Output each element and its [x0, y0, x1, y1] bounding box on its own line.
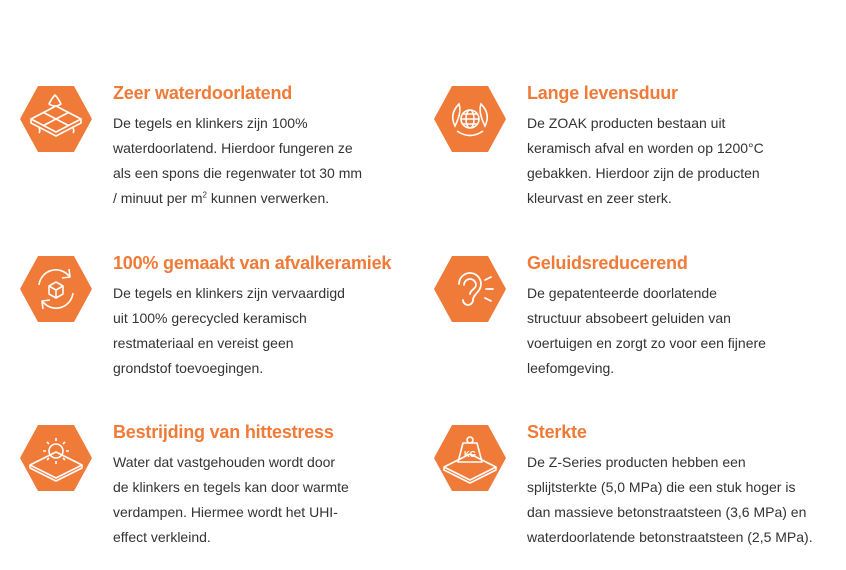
description-line: voertuigen en zorgt zo voor een fijnere: [527, 335, 766, 351]
description-line: grondstof toevoegingen.: [113, 360, 264, 376]
description-line: De tegels en klinkers zijn vervaardigd: [113, 285, 345, 301]
weight-label: KG: [464, 450, 476, 459]
description-line: structuur absobeert geluiden van: [527, 310, 731, 326]
feature-description: [527, 281, 766, 381]
globe-leaves-icon: [433, 82, 507, 156]
description-line: De gepatenteerde doorlatende: [527, 285, 717, 301]
recycle-arrows-icon: [19, 252, 93, 326]
feature-title: Geluidsreducerend: [527, 253, 688, 273]
description-line: splijtsterkte (5,0 MPa) die een stuk hoger is: [527, 479, 796, 495]
feature-description: [113, 281, 345, 381]
description-line: keramisch afval en worden op 1200°C: [527, 140, 764, 156]
feature-description: [527, 111, 764, 211]
description-line: kleurvast en zeer sterk.: [527, 190, 672, 206]
description-line: uit 100% gerecycled keramisch: [113, 310, 307, 326]
description-line: dan massieve betonstraatsteen (3,6 MPa) en: [527, 504, 807, 520]
description-line: de klinkers en tegels kan door warmte: [113, 479, 349, 495]
feature-title: 100% gemaakt van afvalkeramiek: [113, 253, 392, 273]
description-line: waterdoorlatende betonstraatsteen (2,5 MPa).: [527, 529, 813, 545]
feature-title: Sterkte: [527, 422, 587, 442]
description-line: als een spons die regenwater tot 30 mm: [113, 165, 363, 181]
description-line: effect verkleind.: [113, 529, 211, 545]
kg-weight-icon: [433, 421, 507, 495]
description-line: [113, 186, 362, 211]
water-permeable-tiles-icon: [19, 82, 93, 156]
description-line: De tegels en klinkers zijn 100%: [113, 115, 308, 131]
feature-description: [113, 111, 362, 211]
description-line: waterdoorlatend. Hierdoor fungeren ze: [113, 140, 353, 156]
feature-description: [113, 450, 349, 550]
description-line: Water dat vastgehouden wordt door: [113, 454, 336, 470]
sun-heat-icon: [19, 421, 93, 495]
feature-title: Lange levensduur: [527, 83, 678, 103]
superscript: 2: [202, 190, 207, 200]
line-text: kunnen verwerken.: [206, 190, 330, 206]
feature-description: [527, 450, 813, 550]
description-line: De Z-Series producten hebben een: [527, 454, 746, 470]
line-text: / minuut per m: [113, 190, 203, 206]
ear-sound-icon: [433, 252, 507, 326]
description-line: leefomgeving.: [527, 360, 615, 376]
feature-title: Bestrijding van hittestress: [113, 422, 334, 442]
description-line: verdampen. Hiermee wordt het UHI-: [113, 504, 338, 520]
feature-title: Zeer waterdoorlatend: [113, 83, 293, 103]
description-line: De ZOAK producten bestaan uit: [527, 115, 726, 131]
description-line: gebakken. Hierdoor zijn de producten: [527, 165, 760, 181]
description-line: restmateriaal en vereist geen: [113, 335, 294, 351]
